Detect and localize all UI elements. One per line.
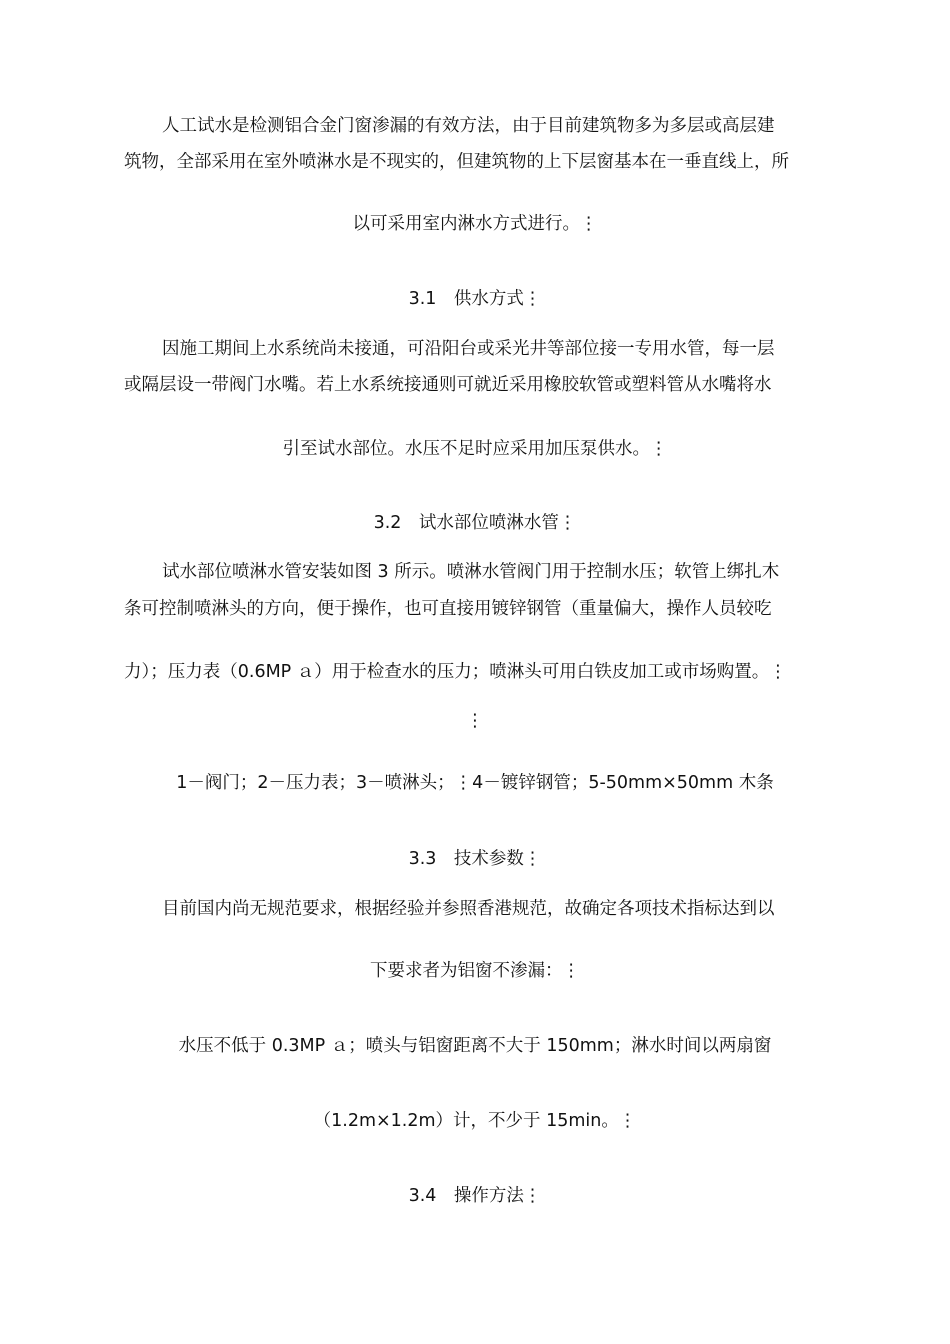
section-heading-3-2: 3.2 试水部位喷淋水管⋮ bbox=[373, 513, 577, 533]
paragraph-6-line-2: （1.2m×1.2m）计，不少于 15min。⋮ bbox=[313, 1111, 637, 1131]
paragraph-5-line-2: 下要求者为铝窗不渗漏：⋮ bbox=[370, 961, 580, 981]
paragraph-1-line-1: 人工试水是检测铝合金门窗渗漏的有效方法，由于目前建筑物多为多层或高层建 bbox=[162, 116, 775, 136]
figure-caption-legend: 1－阀门；2－压力表；3－喷淋头；⋮4－镀锌钢管；5-50mm×50mm 木条 bbox=[176, 773, 774, 793]
paragraph-2-line-3: 引至试水部位。水压不足时应采用加压泵供水。⋮ bbox=[282, 439, 668, 459]
paragraph-2-line-2: 或隔层设一带阀门水嘴。若上水系统接通则可就近采用橡胶软管或塑料管从水嘴将水 bbox=[124, 375, 772, 395]
section-heading-3-3: 3.3 技术参数⋮ bbox=[408, 849, 542, 869]
paragraph-3-line-2: 条可控制喷淋头的方向，便于操作，也可直接用镀锌钢管（重量偏大，操作人员较吃 bbox=[124, 599, 772, 619]
paragraph-2-line-1: 因施工期间上水系统尚未接通，可沿阳台或采光井等部位接一专用水管，每一层 bbox=[162, 339, 775, 359]
paragraph-1-line-3: 以可采用室内淋水方式进行。⋮ bbox=[352, 214, 598, 234]
paragraph-3-line-3: 力）；压力表（0.6MP ａ）用于检查水的压力；喷淋头可用白铁皮加工或市场购置。⋮ bbox=[124, 662, 787, 682]
section-heading-3-4: 3.4 操作方法⋮ bbox=[408, 1186, 542, 1206]
paragraph-1-line-2: 筑物，全部采用在室外喷淋水是不现实的，但建筑物的上下层窗基本在一垂直线上，所 bbox=[124, 152, 789, 172]
paragraph-5-line-1: 目前国内尚无规范要求，根据经验并参照香港规范，故确定各项技术指标达到以 bbox=[162, 899, 775, 919]
paragraph-6-line-1: 水压不低于 0.3MP ａ；喷头与铝窗距离不大于 150mm；淋水时间以两扇窗 bbox=[178, 1036, 772, 1056]
paragraph-3-line-4: ⋮ bbox=[466, 711, 484, 731]
paragraph-3-line-1: 试水部位喷淋水管安装如图 3 所示。喷淋水管阀门用于控制水压；软管上绑扎木 bbox=[162, 562, 780, 582]
section-heading-3-1: 3.1 供水方式⋮ bbox=[408, 289, 542, 309]
